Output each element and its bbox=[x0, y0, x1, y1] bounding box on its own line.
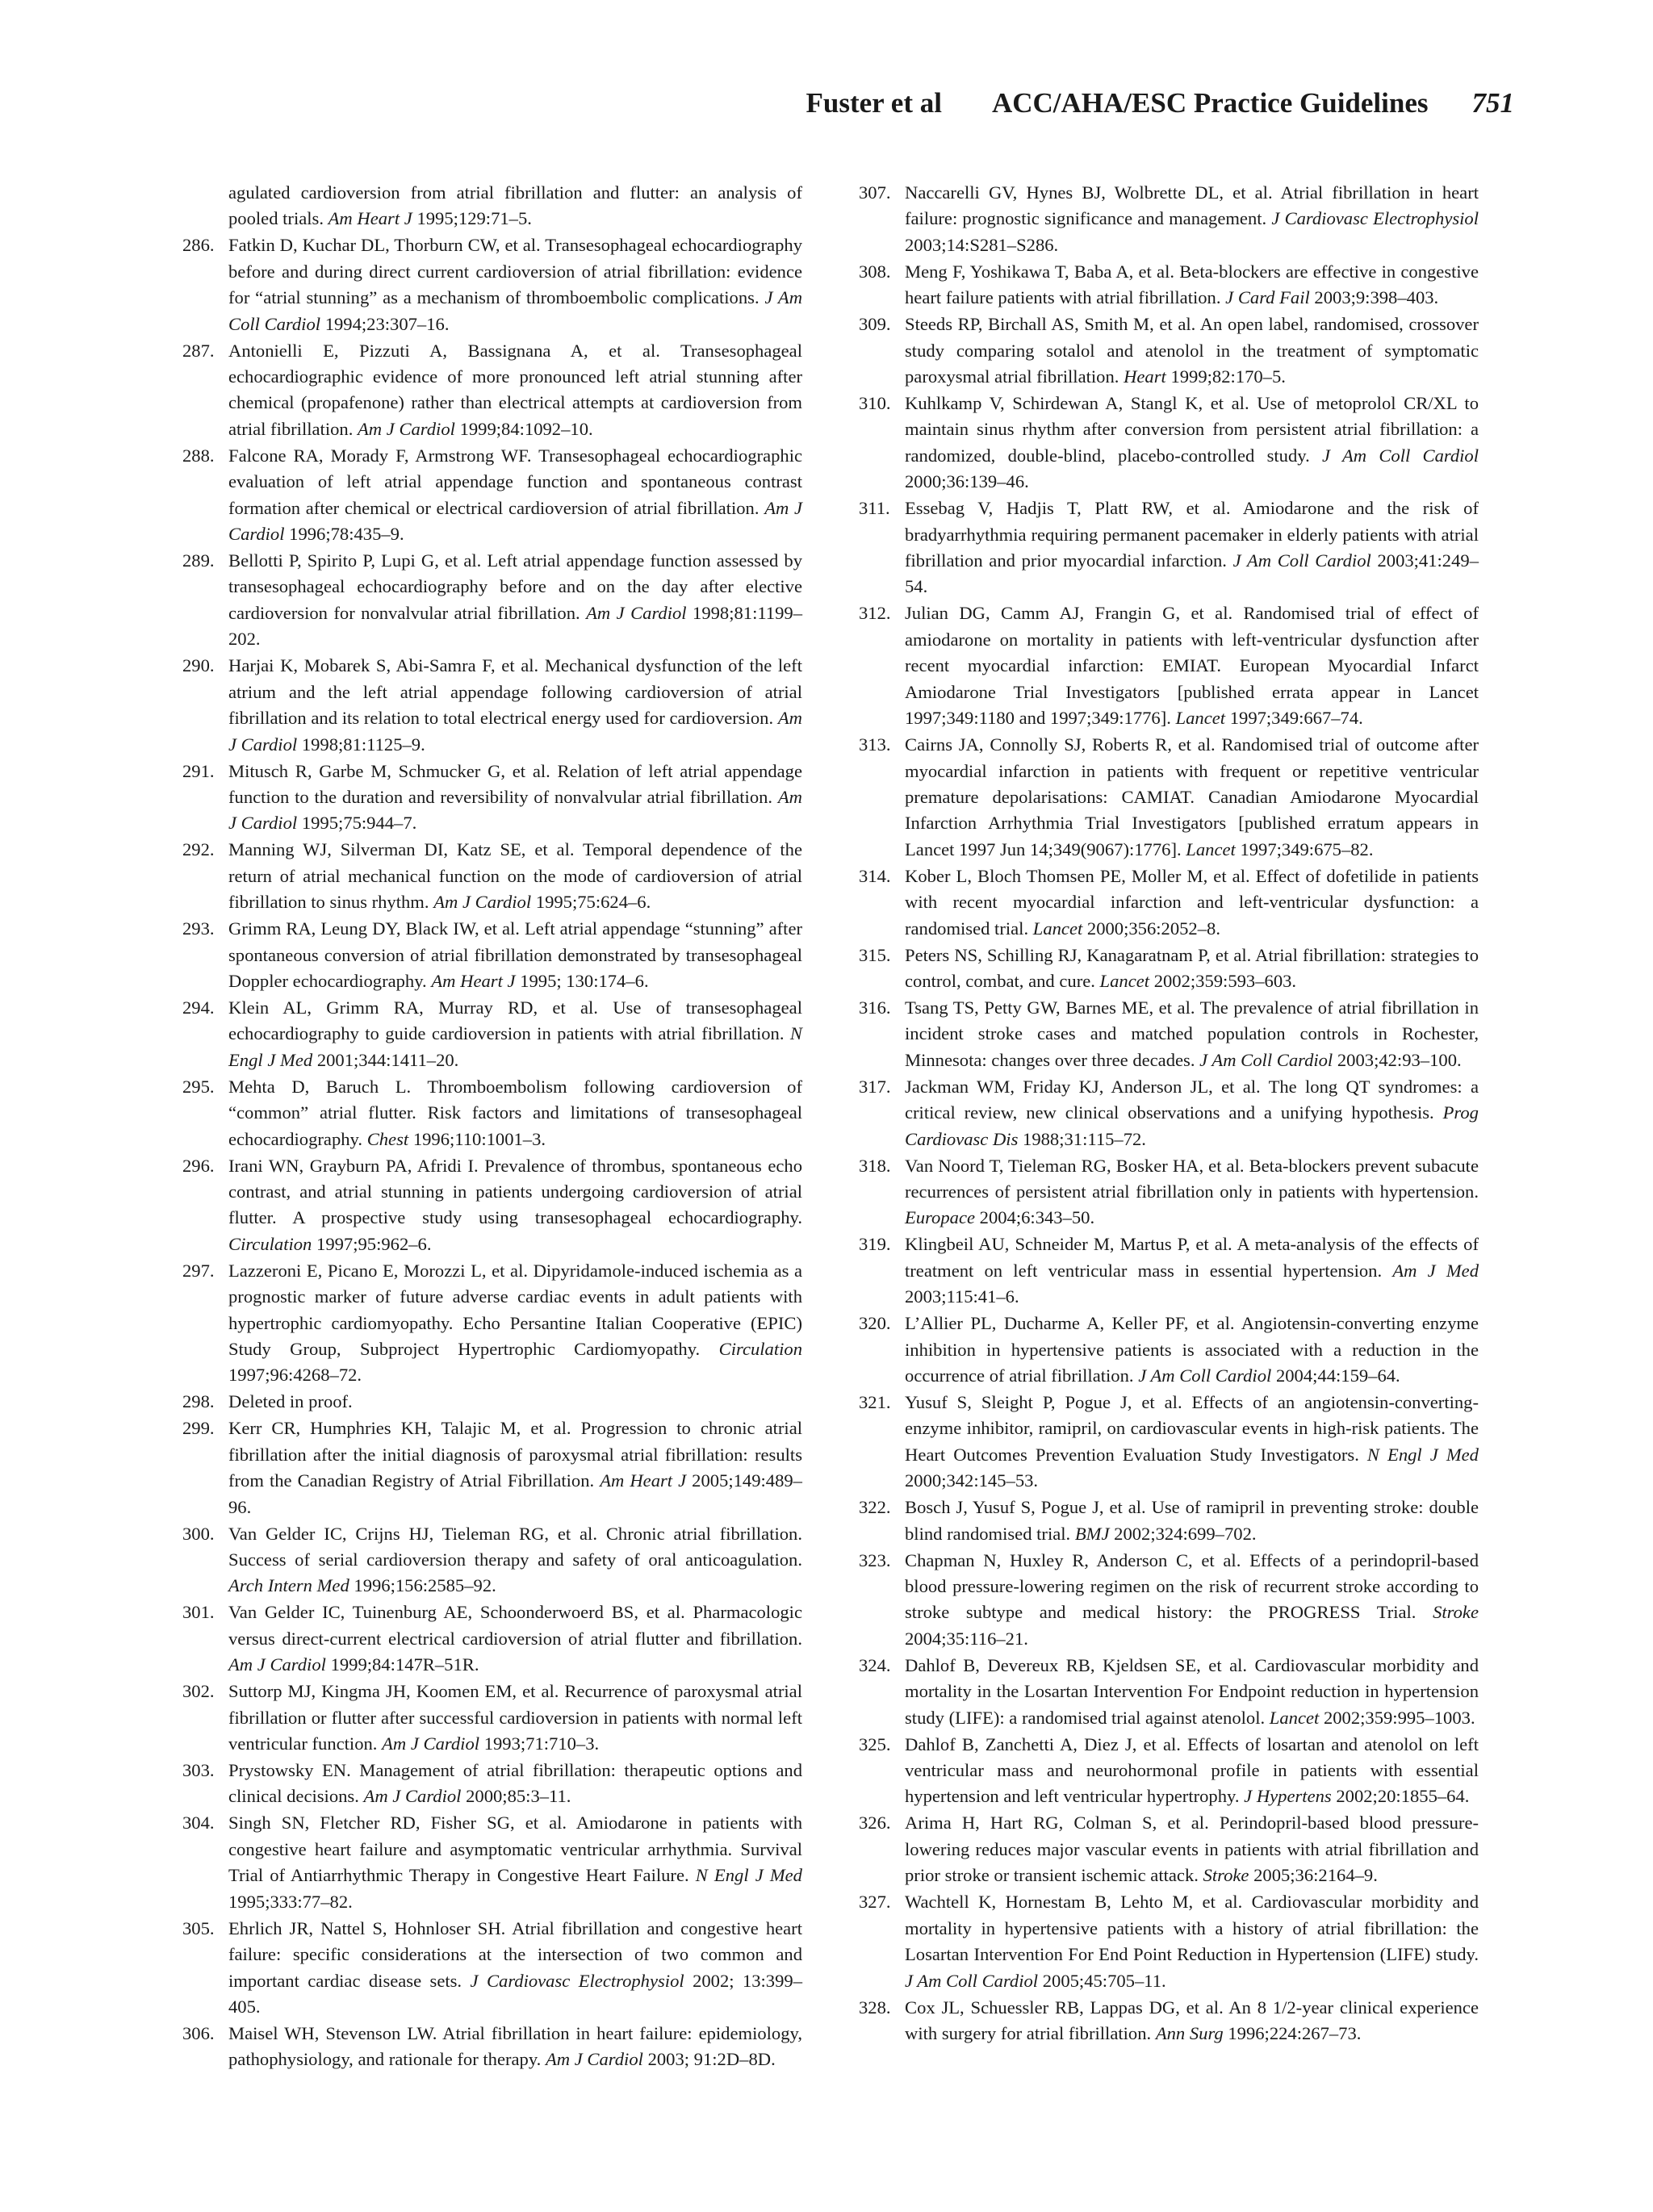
journal-name: Ann Surg bbox=[1155, 2022, 1224, 2043]
reference-number: 328. bbox=[859, 1997, 891, 2018]
reference-citation-text: L’Allier PL, Ducharme A, Keller PF, et al. Angiotensin-converting enzyme inhibition in hypertensive patients is associated with a reduction in the occurrence of atrial fibrillation. bbox=[905, 1313, 1479, 1386]
volume-pages: 1997;95:962–6. bbox=[316, 1233, 432, 1254]
reference-text bbox=[228, 1074, 802, 1152]
reference-text bbox=[905, 1732, 1479, 1810]
journal-name: J Am Coll Cardiol bbox=[905, 1970, 1039, 1991]
reference-number: 306. bbox=[182, 2022, 215, 2043]
volume-pages: 2004;6:343–50. bbox=[979, 1207, 1095, 1228]
reference-number: 316. bbox=[859, 997, 891, 1018]
reference-number: 317. bbox=[859, 1076, 891, 1097]
volume-pages: 2003;9:398–403. bbox=[1314, 287, 1439, 308]
reference-number: 291. bbox=[182, 760, 215, 781]
reference-entry bbox=[859, 863, 1479, 942]
reference-entry bbox=[182, 759, 802, 837]
journal-name: Chest bbox=[366, 1128, 409, 1149]
journal-name: J Card Fail bbox=[1225, 287, 1310, 308]
reference-number: 323. bbox=[859, 1549, 891, 1570]
volume-pages: 2003; 91:2D–8D. bbox=[647, 2049, 776, 2070]
reference-citation-text: Peters NS, Schilling RJ, Kanagaratnam P, et al. Atrial fibrillation: strategies to control, combat, and cure. bbox=[905, 944, 1479, 991]
reference-entry bbox=[182, 1916, 802, 2021]
reference-number: 312. bbox=[859, 603, 891, 624]
reference-text bbox=[228, 1389, 802, 1415]
reference-citation-text: Mitusch R, Garbe M, Schmucker G, et al. Relation of left atrial appendage function to the duration and reversibility of nonvalvular atrial fibrillation. bbox=[228, 760, 802, 807]
reference-number: 318. bbox=[859, 1155, 891, 1176]
reference-citation-text: Falcone RA, Morady F, Armstrong WF. Transesophageal echocardiographic evaluation of left atrial appendage function and spontaneous contrast formation after chemical or electrical cardioversion of atrial fibrillation. bbox=[228, 445, 802, 518]
volume-pages: 2002;20:1855–64. bbox=[1336, 1786, 1470, 1807]
journal-name: Lancet bbox=[1032, 918, 1083, 939]
journal-name: Am J Cardiol bbox=[228, 1654, 326, 1675]
reference-text bbox=[228, 548, 802, 653]
reference-number: 286. bbox=[182, 235, 215, 256]
reference-number: 301. bbox=[182, 1602, 215, 1623]
reference-number: 321. bbox=[859, 1392, 891, 1412]
reference-text bbox=[905, 600, 1479, 731]
volume-pages: 2000;356:2052–8. bbox=[1086, 918, 1220, 939]
reference-number: 300. bbox=[182, 1523, 215, 1544]
journal-name: Stroke bbox=[1433, 1602, 1479, 1623]
journal-name: Lancet bbox=[1186, 838, 1236, 859]
reference-number: 288. bbox=[182, 445, 215, 466]
volume-pages: 1996;156:2585–92. bbox=[354, 1575, 496, 1596]
reference-number: 292. bbox=[182, 839, 215, 860]
reference-entry bbox=[859, 1390, 1479, 1495]
reference-entry bbox=[859, 391, 1479, 496]
reference-number: 304. bbox=[182, 1813, 215, 1834]
reference-citation-text: Antonielli E, Pizzuti A, Bassignana A, et al. Transesophageal echocardiographic evidence of more pronounced left atrial stunning after chemical (propafenone) rather than electrical attempts at cardioversion from atrial fibrillation. bbox=[228, 340, 802, 439]
volume-pages: 1997;349:667–74. bbox=[1229, 708, 1363, 729]
volume-pages: 1995;75:944–7. bbox=[301, 813, 417, 834]
journal-name: Am J Cardiol bbox=[363, 1786, 462, 1807]
volume-pages: 1997;96:4268–72. bbox=[228, 1365, 362, 1386]
reference-number: 326. bbox=[859, 1813, 891, 1834]
reference-entry bbox=[182, 1074, 802, 1152]
journal-name: J Cardiovasc Electrophysiol bbox=[1271, 208, 1479, 229]
reference-text bbox=[905, 496, 1479, 600]
reference-citation-text: Deleted in proof. bbox=[228, 1391, 353, 1412]
journal-name: Am Heart J bbox=[328, 208, 412, 229]
reference-number: 315. bbox=[859, 944, 891, 965]
journal-name: N Engl J Med bbox=[228, 1023, 802, 1070]
reference-citation-text: Steeds RP, Birchall AS, Smith M, et al. An open label, randomised, crossover study comparing sotalol and atenolol in the treatment of symptomatic paroxysmal atrial fibrillation. bbox=[905, 314, 1479, 387]
reference-text bbox=[905, 995, 1479, 1073]
reference-number: 311. bbox=[859, 498, 890, 519]
reference-entry bbox=[859, 600, 1479, 731]
reference-text bbox=[228, 1153, 802, 1258]
reference-number: 310. bbox=[859, 393, 891, 414]
volume-pages: 1995;129:71–5. bbox=[416, 208, 532, 229]
reference-text bbox=[228, 232, 802, 337]
reference-citation-text: Grimm RA, Leung DY, Black IW, et al. Left atrial appendage “stunning” after spontaneous conversion of atrial fibrillation demonstrated by transesophageal Doppler echocardiography. bbox=[228, 918, 802, 991]
reference-number: 296. bbox=[182, 1155, 215, 1176]
reference-text bbox=[228, 653, 802, 758]
reference-text bbox=[228, 1599, 802, 1678]
reference-text bbox=[905, 1995, 1479, 2047]
reference-text bbox=[228, 995, 802, 1073]
reference-citation-text: Arima H, Hart RG, Colman S, et al. Perindopril-based blood pressure-lowering reduces major vascular events in patients with atrial fibrillation and prior stroke or transient ischemic attack. bbox=[905, 1813, 1479, 1886]
reference-citation-text: Van Gelder IC, Tuinenburg AE, Schoonderwoerd BS, et al. Pharmacologic versus direct-current electrical cardioversion of atrial flutter and fibrillation. bbox=[228, 1602, 802, 1649]
reference-entry bbox=[859, 180, 1479, 258]
journal-name: J Hypertens bbox=[1244, 1786, 1332, 1807]
volume-pages: 1998;81:1199–202. bbox=[228, 602, 802, 650]
volume-pages: 2004;44:159–64. bbox=[1275, 1365, 1400, 1386]
reference-citation-text: Klingbeil AU, Schneider M, Martus P, et al. A meta-analysis of the effects of treatment on left ventricular mass in essential hypertension. bbox=[905, 1234, 1479, 1281]
journal-name: BMJ bbox=[1074, 1523, 1110, 1544]
volume-pages: 2000;342:145–53. bbox=[905, 1470, 1039, 1491]
reference-text bbox=[905, 1495, 1479, 1547]
journal-name: Lancet bbox=[1175, 708, 1226, 729]
reference-citation-text: Van Noord T, Tieleman RG, Bosker HA, et al. Beta-blockers prevent subacute recurrences of persistent atrial fibrillation only in patients with hypertension. bbox=[905, 1155, 1479, 1202]
volume-pages: 2004;35:116–21. bbox=[905, 1628, 1028, 1649]
reference-citation-text: Singh SN, Fletcher RD, Fisher SG, et al. Amiodarone in patients with congestive heart failure and asymptomatic ventricular arrhythmia. Survival Trial of Antiarrhythmic Therapy in Congestive Heart Failure. bbox=[228, 1813, 802, 1886]
journal-name: Am J Cardiol bbox=[433, 892, 532, 913]
journal-name: Circulation bbox=[718, 1339, 803, 1359]
reference-entry bbox=[182, 2021, 802, 2073]
reference-entry bbox=[182, 443, 802, 548]
reference-text bbox=[228, 338, 802, 443]
reference-text bbox=[905, 863, 1479, 942]
journal-name: Europace bbox=[905, 1207, 975, 1228]
volume-pages: 1998;81:1125–9. bbox=[301, 734, 425, 755]
reference-text bbox=[228, 443, 802, 548]
reference-number: 289. bbox=[182, 550, 215, 571]
reference-citation-text: agulated cardioversion from atrial fibrillation and flutter: an analysis of pooled trials. bbox=[228, 182, 802, 229]
reference-entry bbox=[182, 837, 802, 915]
journal-name: Prog Cardiovasc Dis bbox=[905, 1102, 1479, 1149]
reference-number: 319. bbox=[859, 1234, 891, 1255]
reference-citation-text: Julian DG, Camm AJ, Frangin G, et al. Randomised trial of effect of amiodarone on mortality in patients with left-ventricular dysfunction after recent myocardial infarction: EMIAT. European Myocardial Infarct Amiodarone Trial Investigators [published errata appear in Lancet 1997;349:1180 and 1997;349:1776]. bbox=[905, 603, 1479, 729]
reference-text bbox=[905, 1548, 1479, 1653]
reference-entry bbox=[182, 1389, 802, 1415]
reference-number: 295. bbox=[182, 1076, 215, 1097]
reference-entry bbox=[859, 1732, 1479, 1810]
reference-number: 294. bbox=[182, 997, 215, 1018]
journal-name: Arch Intern Med bbox=[228, 1575, 349, 1596]
journal-name: Am Heart J bbox=[431, 970, 516, 991]
reference-entry bbox=[182, 1679, 802, 1757]
reference-number: 327. bbox=[859, 1892, 891, 1913]
journal-name: Am J Cardiol bbox=[228, 786, 802, 834]
journal-name: Am J Med bbox=[1392, 1260, 1479, 1281]
reference-entry bbox=[182, 653, 802, 758]
reference-number: 290. bbox=[182, 655, 215, 676]
reference-citation-text: Mehta D, Baruch L. Thromboembolism following cardioversion of “common” atrial flutter. Risk factors and limitations of transesophageal echocardiography. bbox=[228, 1076, 802, 1149]
header-authors: Fuster et al bbox=[806, 87, 942, 119]
journal-name: Am J Cardiol bbox=[586, 602, 687, 623]
volume-pages: 2003;115:41–6. bbox=[905, 1286, 1019, 1307]
reference-text bbox=[905, 732, 1479, 863]
volume-pages: 1996;78:435–9. bbox=[289, 524, 404, 545]
reference-text bbox=[228, 1758, 802, 1810]
volume-pages: 1996;110:1001–3. bbox=[412, 1128, 546, 1149]
reference-text bbox=[228, 1258, 802, 1389]
running-header bbox=[806, 87, 1514, 119]
reference-citation-text: Maisel WH, Stevenson LW. Atrial fibrillation in heart failure: epidemiology, pathophysiology, and rationale for therapy. bbox=[228, 2022, 802, 2070]
reference-number: 322. bbox=[859, 1497, 891, 1518]
reference-number: 324. bbox=[859, 1654, 891, 1675]
volume-pages: 2002;359:593–603. bbox=[1153, 970, 1297, 991]
journal-name: Lancet bbox=[1099, 970, 1150, 991]
reference-entry bbox=[182, 232, 802, 337]
reference-entry bbox=[859, 259, 1479, 312]
reference-entry bbox=[859, 943, 1479, 995]
volume-pages: 2001;344:1411–20. bbox=[316, 1049, 459, 1070]
reference-citation-text: Essebag V, Hadjis T, Platt RW, et al. Amiodarone and the risk of bradyarrhythmia requiring permanent pacemaker in elderly patients with atrial fibrillation and prior myocardial infarction. bbox=[905, 498, 1479, 571]
journal-name: J Cardiovasc Electrophysiol bbox=[470, 1970, 684, 1991]
volume-pages: 2002;359:995–1003. bbox=[1323, 1707, 1475, 1728]
reference-text bbox=[228, 1810, 802, 1915]
reference-citation-text: Tsang TS, Petty GW, Barnes ME, et al. The prevalence of atrial fibrillation in incident stroke cases and matched population controls in Rochester, Minnesota: changes over three decades. bbox=[905, 997, 1479, 1070]
volume-pages: 1997;349:675–82. bbox=[1240, 838, 1374, 859]
journal-name: Am J Cardiol bbox=[382, 1733, 480, 1754]
reference-citation-text: Fatkin D, Kuchar DL, Thorburn CW, et al. Transesophageal echocardiography before and during direct current cardioversion of atrial fibrillation: evidence for “atrial stunning” as a mechanism of thromboembolic complications. bbox=[228, 235, 802, 308]
reference-entry bbox=[182, 1153, 802, 1258]
reference-text bbox=[905, 1231, 1479, 1310]
reference-citation-text: Dahlof B, Devereux RB, Kjeldsen SE, et al. Cardiovascular morbidity and mortality in the Losartan Intervention For Endpoint reduction in hypertension study (LIFE): a randomised trial against atenolol. bbox=[905, 1654, 1479, 1728]
reference-entry bbox=[859, 1153, 1479, 1231]
reference-entry bbox=[859, 1074, 1479, 1152]
reference-text bbox=[905, 1653, 1479, 1731]
reference-entry bbox=[859, 1548, 1479, 1653]
reference-text bbox=[905, 943, 1479, 995]
volume-pages: 1996;224:267–73. bbox=[1228, 2022, 1362, 2043]
reference-citation-text: Van Gelder IC, Crijns HJ, Tieleman RG, et al. Chronic atrial fibrillation. Success of serial cardioversion therapy and safety of oral anticoagulation. bbox=[228, 1523, 802, 1570]
reference-entry bbox=[182, 180, 802, 232]
reference-citation-text: Kober L, Bloch Thomsen PE, Moller M, et al. Effect of dofetilide in patients with recent myocardial infarction and left-ventricular dysfunction: a randomised trial. bbox=[905, 865, 1479, 939]
reference-entry bbox=[182, 995, 802, 1073]
reference-entry bbox=[182, 1258, 802, 1389]
reference-number: 314. bbox=[859, 865, 891, 886]
reference-text bbox=[228, 916, 802, 994]
reference-text bbox=[905, 1074, 1479, 1152]
reference-text bbox=[905, 1889, 1479, 1994]
reference-number: 287. bbox=[182, 340, 215, 361]
reference-text bbox=[905, 1390, 1479, 1495]
volume-pages: 1988;31:115–72. bbox=[1023, 1128, 1146, 1149]
volume-pages: 1994;23:307–16. bbox=[324, 313, 450, 334]
reference-entry bbox=[182, 1758, 802, 1810]
volume-pages: 2000;36:139–46. bbox=[905, 471, 1029, 492]
reference-number: 298. bbox=[182, 1391, 215, 1412]
reference-text bbox=[905, 259, 1479, 312]
journal-name: Am Heart J bbox=[600, 1470, 687, 1491]
reference-entry bbox=[859, 995, 1479, 1073]
reference-text bbox=[228, 1916, 802, 2021]
reference-entry bbox=[859, 1995, 1479, 2047]
volume-pages: 1995; 130:174–6. bbox=[520, 970, 649, 991]
reference-entry bbox=[182, 1599, 802, 1678]
reference-number: 297. bbox=[182, 1260, 215, 1281]
reference-number: 313. bbox=[859, 734, 891, 755]
reference-number: 299. bbox=[182, 1418, 215, 1439]
volume-pages: 1999;82:170–5. bbox=[1170, 366, 1286, 387]
reference-citation-text: Klein AL, Grimm RA, Murray RD, et al. Use of transesophageal echocardiography to guide cardioversion in patients with atrial fibrillation. bbox=[228, 997, 802, 1044]
reference-citation-text: Wachtell K, Hornestam B, Lehto M, et al. Cardiovascular morbidity and mortality in hypertensive patients with a history of atrial fibrillation: the Losartan Intervention For End Point Reduction in Hypertension (LIFE) study. bbox=[905, 1892, 1479, 1965]
volume-pages: 2000;85:3–11. bbox=[466, 1786, 571, 1807]
reference-text bbox=[228, 1679, 802, 1757]
reference-citation-text: Harjai K, Mobarek S, Abi-Samra F, et al. Mechanical dysfunction of the left atrium and the left atrial appendage following cardioversion of atrial fibrillation and its relation to total electrical energy used for cardioversion. bbox=[228, 655, 802, 729]
reference-text bbox=[905, 180, 1479, 258]
journal-name: N Engl J Med bbox=[695, 1865, 802, 1886]
reference-entry bbox=[859, 312, 1479, 390]
reference-citation-text: Meng F, Yoshikawa T, Baba A, et al. Beta-blockers are effective in congestive heart failure patients with atrial fibrillation. bbox=[905, 261, 1479, 308]
reference-text bbox=[228, 837, 802, 915]
journal-name: Heart bbox=[1124, 366, 1166, 387]
reference-citation-text: Ehrlich JR, Nattel S, Hohnloser SH. Atrial fibrillation and congestive heart failure: specific considerations at the intersection of two common and important cardiac disease sets. bbox=[228, 1917, 802, 1991]
reference-citation-text: Bosch J, Yusuf S, Pogue J, et al. Use of ramipril in preventing stroke: double blind randomised trial. bbox=[905, 1497, 1479, 1544]
reference-citation-text: Naccarelli GV, Hynes BJ, Wolbrette DL, et al. Atrial fibrillation in heart failure: prognostic significance and management. bbox=[905, 182, 1479, 229]
reference-citation-text: Lazzeroni E, Picano E, Morozzi L, et al. Dipyridamole-induced ischemia as a prognostic marker of future adverse cardiac events in adult patients with hypertrophic cardiomyopathy. Echo Persantine Italian Cooperative (EPIC) Study Group, Subproject Hypertrophic Cardiomyopathy. bbox=[228, 1260, 802, 1359]
volume-pages: 2005;36:2164–9. bbox=[1253, 1865, 1378, 1886]
reference-text bbox=[228, 2021, 802, 2073]
journal-name: N Engl J Med bbox=[1366, 1444, 1479, 1465]
reference-citation-text: Irani WN, Grayburn PA, Afridi I. Prevalence of thrombus, spontaneous echo contrast, and atrial stunning in patients undergoing cardioversion of atrial flutter. A prospective study using transesophageal echocardiography. bbox=[228, 1155, 802, 1228]
volume-pages: 2005;45:705–11. bbox=[1042, 1970, 1166, 1991]
reference-citation-text: Jackman WM, Friday KJ, Anderson JL, et al. The long QT syndromes: a critical review, new clinical observations and a unifying hypothesis. bbox=[905, 1076, 1479, 1123]
journal-name: J Am Coll Cardiol bbox=[228, 287, 803, 334]
volume-pages: 2005;149:489–96. bbox=[228, 1470, 802, 1517]
reference-text bbox=[228, 180, 802, 232]
reference-entry bbox=[859, 1231, 1479, 1310]
reference-column-right bbox=[859, 180, 1479, 2047]
journal-name: Am J Cardiol bbox=[228, 497, 803, 545]
volume-pages: 1999;84:1092–10. bbox=[459, 418, 593, 439]
journal-name: J Am Coll Cardiol bbox=[1232, 550, 1371, 571]
journal-name: Am J Cardiol bbox=[358, 418, 455, 439]
reference-text bbox=[905, 1311, 1479, 1389]
reference-citation-text: Suttorp MJ, Kingma JH, Koomen EM, et al. Recurrence of paroxysmal atrial fibrillation or flutter after successful cardioversion in patients with normal left ventricular function. bbox=[228, 1681, 802, 1754]
reference-entry bbox=[182, 1810, 802, 1915]
reference-number: 309. bbox=[859, 314, 891, 335]
reference-number: 308. bbox=[859, 261, 891, 282]
journal-name: Stroke bbox=[1203, 1865, 1249, 1886]
reference-number: 305. bbox=[182, 1917, 215, 1938]
reference-entry bbox=[859, 1889, 1479, 1994]
reference-number: 303. bbox=[182, 1760, 215, 1781]
reference-column-left bbox=[182, 180, 802, 2073]
reference-citation-text: Dahlof B, Zanchetti A, Diez J, et al. Effects of losartan and atenolol on left ventricular mass and neurohormonal profile in patients with essential hypertension and left ventricular hypertrophy. bbox=[905, 1733, 1479, 1807]
reference-number: 307. bbox=[859, 182, 891, 203]
journal-name: Am J Cardiol bbox=[228, 708, 802, 755]
reference-text bbox=[905, 1153, 1479, 1231]
volume-pages: 1995;75:624–6. bbox=[535, 892, 651, 913]
volume-pages: 1995;333:77–82. bbox=[228, 1891, 353, 1912]
reference-text bbox=[228, 1521, 802, 1599]
reference-citation-text: Yusuf S, Sleight P, Pogue J, et al. Effects of an angiotensin-converting-enzyme inhibitor, ramipril, on cardiovascular events in high-risk patients. The Heart Outcomes Prevention Evaluation Study Investigators. bbox=[905, 1392, 1479, 1465]
reference-citation-text: Kuhlkamp V, Schirdewan A, Stangl K, et al. Use of metoprolol CR/XL to maintain sinus rhythm after conversion from persistent atrial fibrillation: a randomized, double-blind, placebo-controlled study. bbox=[905, 393, 1479, 466]
journal-name: Circulation bbox=[228, 1233, 312, 1254]
reference-entry bbox=[182, 548, 802, 653]
reference-citation-text: Cox JL, Schuessler RB, Lappas DG, et al. An 8 1/2-year clinical experience with surgery for atrial fibrillation. bbox=[905, 1997, 1479, 2043]
reference-text bbox=[905, 391, 1479, 496]
reference-citation-text: Prystowsky EN. Management of atrial fibrillation: therapeutic options and clinical decisions. bbox=[228, 1760, 802, 1807]
reference-number: 293. bbox=[182, 918, 215, 939]
journal-name: J Am Coll Cardiol bbox=[1322, 445, 1479, 466]
reference-entry bbox=[859, 496, 1479, 600]
reference-entry bbox=[859, 1810, 1479, 1888]
volume-pages: 2003;41:249–54. bbox=[905, 550, 1479, 597]
volume-pages: 2003;14:S281–S286. bbox=[905, 234, 1059, 255]
reference-citation-text: Bellotti P, Spirito P, Lupi G, et al. Left atrial appendage function assessed by transesophageal echocardiography before and on the day after elective cardioversion for nonvalvular atrial fibrillation. bbox=[228, 550, 802, 623]
reference-number: 302. bbox=[182, 1681, 215, 1702]
journal-name: Lancet bbox=[1269, 1707, 1320, 1728]
volume-pages: 2003;42:93–100. bbox=[1337, 1049, 1462, 1070]
reference-text bbox=[228, 759, 802, 837]
volume-pages: 1999;84:147R–51R. bbox=[330, 1654, 479, 1675]
reference-citation-text: Manning WJ, Silverman DI, Katz SE, et al. Temporal dependence of the return of atrial mechanical function on the mode of cardioversion of atrial fibrillation to sinus rhythm. bbox=[228, 839, 802, 913]
reference-number: 320. bbox=[859, 1313, 891, 1334]
reference-entry bbox=[182, 338, 802, 443]
reference-entry bbox=[182, 1521, 802, 1599]
reference-citation-text: Chapman N, Huxley R, Anderson C, et al. Effects of a perindopril-based blood pressure-lowering regimen on the risk of recurrent stroke according to stroke subtype and medical history: the PROGRESS Trial. bbox=[905, 1549, 1479, 1623]
reference-entry bbox=[859, 1653, 1479, 1731]
header-journal-title: ACC/AHA/ESC Practice Guidelines bbox=[991, 87, 1429, 119]
reference-text bbox=[905, 1810, 1479, 1888]
volume-pages: 1993;71:710–3. bbox=[483, 1733, 600, 1754]
reference-entry bbox=[859, 1495, 1479, 1547]
reference-citation-text: Kerr CR, Humphries KH, Talajic M, et al. Progression to chronic atrial fibrillation after the initial diagnosis of paroxysmal atrial fibrillation: results from the Canadian Registry of Atrial Fibrillation. bbox=[228, 1418, 802, 1491]
reference-number: 325. bbox=[859, 1733, 891, 1754]
reference-entry bbox=[182, 916, 802, 994]
reference-text bbox=[228, 1415, 802, 1520]
volume-pages: 2002;324:699–702. bbox=[1114, 1523, 1257, 1544]
journal-name: J Am Coll Cardiol bbox=[1138, 1365, 1272, 1386]
reference-citation-text: Cairns JA, Connolly SJ, Roberts R, et al. Randomised trial of outcome after myocardial infarction in patients with frequent or repetitive ventricular premature depolarisations: CAMIAT. Canadian Amiodarone Myocardial Infarction Arrhythmia Trial Investigators [published erratum appears in Lancet 1997 Jun 14;349(9067):1776]. bbox=[905, 734, 1479, 859]
reference-entry bbox=[859, 732, 1479, 863]
reference-text bbox=[905, 312, 1479, 390]
volume-pages: 2002; 13:399–405. bbox=[228, 1970, 802, 2017]
journal-name: Am J Cardiol bbox=[545, 2049, 643, 2070]
page-number: 751 bbox=[1471, 87, 1514, 119]
reference-entry bbox=[859, 1311, 1479, 1389]
journal-name: J Am Coll Cardiol bbox=[1199, 1049, 1333, 1070]
reference-entry bbox=[182, 1415, 802, 1520]
